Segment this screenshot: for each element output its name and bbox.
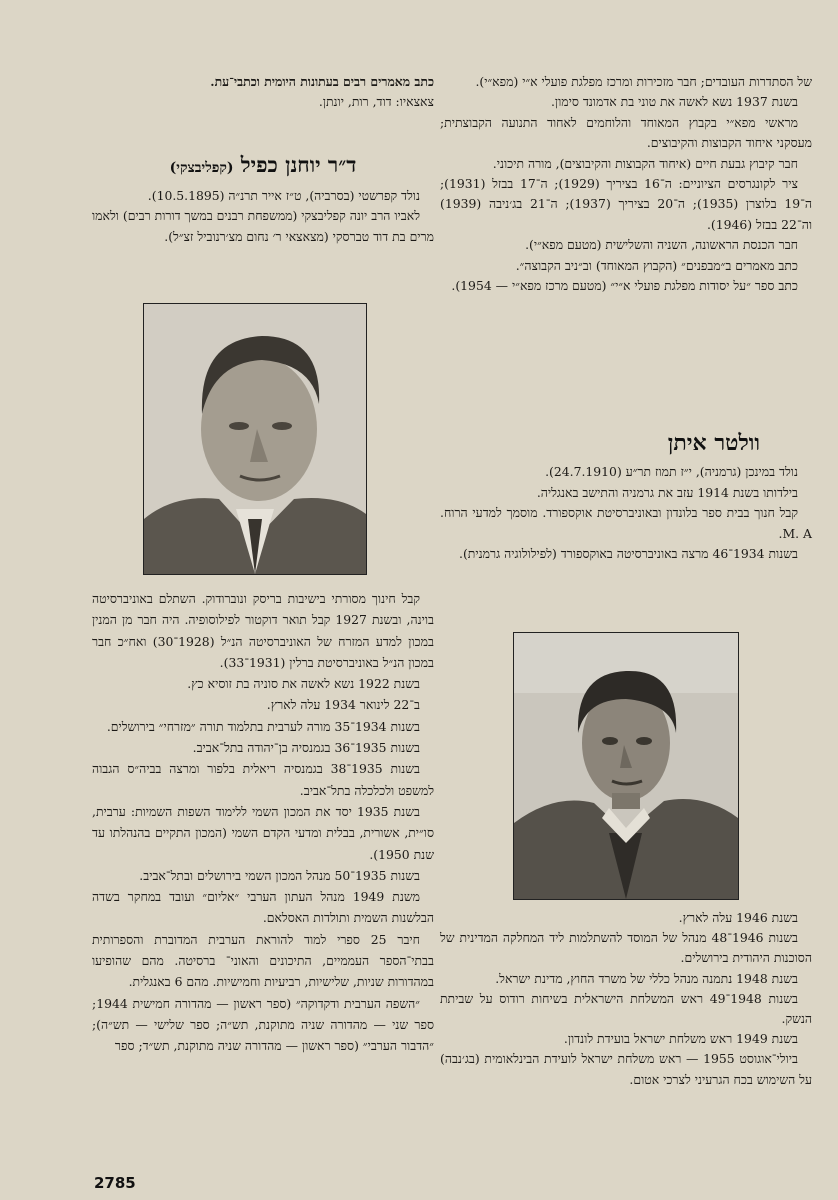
paragraph: כתב ספר ״על יסודות מפלגת פועלי א״י״ (מטעם מרכז מפא״י — 1954). xyxy=(451,278,798,294)
paragraph: בשנת 1937 נשא לאשה את טוני בת אדמונד סימון. xyxy=(550,94,798,110)
paragraph: בשנות 1935־36 בגמנסיה בן־יהודה בתל־אביב. xyxy=(192,740,420,756)
paragraph: ביולי־אוגוסט 1955 — ראש משלחת ישראל לועידת הבינלאומית (בג׳נבה) על השימוש בכח הגרעיני לצרכי אטום. xyxy=(440,1051,812,1087)
paragraph: לאביו הרב יונה קפליבצקי (ממשפחת רבנים במשך דורות רבים) ולאמו מרים בת דוד טברסקי (מצאצאי ר׳ נחום מצ׳רנוביל זצ״ל). xyxy=(92,208,434,244)
paragraph: בשנות 1934־35 מורה לערבית בתלמוד תורה ״מזרחי״ בירושלים. xyxy=(106,718,420,734)
heading-name-alt: (קפליבצקי) xyxy=(169,160,234,176)
page-number: 2785 xyxy=(94,1174,136,1192)
paragraph: ב־22 לינואר 1934 עלה לארץ. xyxy=(266,697,420,713)
paragraph: כתב מאמרים רבים בעתונות היומית וכתבי־עת. xyxy=(210,74,434,89)
paragraph: נולד קפרשטי (בסרביה), ט״ז אייר תרנ״ה (10.5.1895). xyxy=(147,188,420,203)
paragraph: חבר קיבוץ גבעת חיים (איחוד הקבוצות והקיבוצים), מורה תיכוני. xyxy=(492,155,798,171)
paragraph: מראשי מפא״י בקבוץ המאוחד והלוחמים לאחוד התנועה הקבוצתית; מעסקני איחוד הקבוצות והקיבוצים. xyxy=(440,114,812,151)
paragraph: חיבר 25 ספרי למוד להוראת הערבית המדוברת והספרותית בבתי־הספר העממיים, התיכונים והאוני־ ברסיטה. מהם שהופיעו במהדורות שניות, שלישיות, רביעיות וחמישיות. מהם 6 באנגלית. xyxy=(92,931,434,990)
portrait-photo-eitan xyxy=(513,632,739,900)
paragraph: ציר לקונגרסים הציוניים: ה־16 בציריך (1929); ה־17 בבזל (1931); ה־19 בלוצרן (1935); ה־20 בציריך (1937); ה־21 בג׳ניבה (1939) וה־22 בבזל (1946). xyxy=(440,176,812,232)
paragraph: בילדותו בשנת 1914 עזב את גרמניה והתישב באנגליה. xyxy=(536,484,798,500)
paragraph: בשנת 1935 יסד את המכון השמי ללימוד השפות השמיות: ערבית, סו״ית, אשורית, בבלית ומדעי הקדם השמי (המכון התקיים בהנהלתו עד שנת 1950). xyxy=(92,803,434,862)
eitan-bio-later xyxy=(440,908,812,1090)
paragraph: משנת 1949 מנהל העתון הערבי ״אליום״ ועובד במחקר בשדה הבלשנות השמית ותולדות האסלאם. xyxy=(92,889,434,926)
paragraph: בשנת 1948 נתמנה מנהל כללי של משרד החוץ, מדינת ישראל. xyxy=(495,970,798,986)
kapil-bio-later xyxy=(92,588,434,1057)
entry-heading-eitan: וולטר איתן xyxy=(667,430,760,456)
paragraph: בשנות 1948־49 ראש המשלחת הישראלית בשיחות רודוס על שביתת הנשק. xyxy=(440,990,812,1027)
paragraph: בשנת 1949 ראש משלחת ישראל בועידת לונדון. xyxy=(563,1031,798,1047)
paragraph: של הסתדרות העובדים; חבר מזכירות ומרכז מפלגת פועלי א״י (מפא״י). xyxy=(475,74,812,89)
eitan-bio-early xyxy=(440,462,812,565)
portrait-photo-kapil xyxy=(143,303,367,575)
kapil-bio-early xyxy=(92,186,434,247)
paragraph: כתב מאמרים ב״מבפנים״ (הקבוץ המאוחד) וב״ניב הקבוצה״. xyxy=(515,257,798,273)
paragraph: בשנות 1935־50 מנהל המכון השמי בירושלים ובתל־אביב. xyxy=(139,867,420,883)
entry-heading-kapil xyxy=(92,152,434,178)
left-column-top xyxy=(92,72,434,113)
paragraph: ״השפה הערבית ודקדוקה״ (ספר ראשון — מהדורה חמישית 1944; ספר שני — מהדורה שניה מתוקנת, תש״ה; ספר שלישי — תש״ה); ״הדבור הערבי״ (ספר ראשון — מהדורה שניה מתוקנת, תש״ד; ספר xyxy=(92,995,434,1054)
paragraph: צאצאיו: דוד, רות, יונתן. xyxy=(318,94,434,110)
paragraph: בשנות 1935־38 בגמנסיה ריאלית בלפור ומרצה בביה״ס הגבוה למשפט ולכלכלה בתל־אביב. xyxy=(92,761,434,798)
paragraph: בשנת 1946 עלה לארץ. xyxy=(678,910,798,925)
paragraph: קבל חנוך בבית ספר בלונדון ובאוניברסיטת אוקספורד. מוסמך למדעי הרוח. M. A. xyxy=(440,505,812,541)
paragraph: בשנת 1922 נשא לאשה את סוניה בת זוסיא כץ. xyxy=(187,676,420,692)
paragraph: קבל חינוך מסורתי בישיבות בריסק ונוברודוק. השתלם באוניברסיטה בוינה, ובשנת 1927 קבל תואר דוקטור לפילוסופיה. היה חבר מן המנין במכון למדע המזרח של האוניברסיטה הנ״ל (1928־30) ואח״כ חבר במכון הנ״ל באוניברסיטת ברלין (1931־33). xyxy=(92,591,434,670)
paragraph: חבר הכנסת הראשונה, השניה והשלישית (מטעם מפא״י). xyxy=(525,237,798,253)
right-column-top xyxy=(440,72,812,296)
paragraph: בשנות 1946־48 מנהל של המוסד להשתלמות ליד המחלקה המדינית של הסוכנות היהודית בירושלים. xyxy=(440,930,812,966)
paragraph: נולד במינכן (גרמניה), י״ז תמוז תר״ע (24.7.1910). xyxy=(545,464,798,479)
paragraph: בשנות 1934־46 מרצה באוניברסיטה באוקספורד (לפילולוגיה גרמנית). xyxy=(459,546,798,562)
heading-name: ד״ר יוחנן כפיל xyxy=(240,152,357,177)
